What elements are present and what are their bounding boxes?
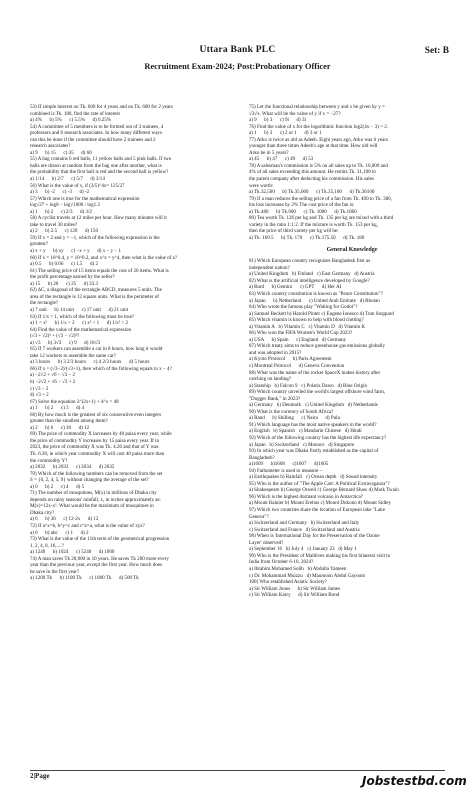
answer-options: a) 6 b) 36 c) 12-2x d) 12	[30, 516, 99, 523]
watermark-text: Jobstestbd.com	[362, 774, 467, 788]
question-line: 75) Let the functional relationship between y and x be given by y =	[249, 104, 385, 110]
question-line: (√3 + √2)³ + (√3 − √2)³?	[30, 333, 80, 340]
left-column	[30, 104, 232, 582]
watermark-logo	[362, 774, 467, 788]
question-line: 95) Who is the author of "The Apple Cart: A Political Extravaganza"?	[249, 480, 390, 487]
question-line: 1, 2, 4, 8, 16,....?	[30, 542, 64, 549]
question-line: Tk. 6.30, in which year commodity X will cost 40 paisa more than	[30, 450, 165, 457]
answer-options: c) Dr. Mohammad Muizzu d) Maumoon Abdul Gayoom	[249, 572, 366, 579]
question-line: can this be done if the committee should have 2 trainees and 2	[30, 136, 156, 143]
question-line: independent nation?	[249, 264, 290, 271]
question-line: 87) Which treaty aims to reduce greenhouse gas emissions globally	[249, 343, 385, 350]
answer-options: a) √3 b) 3√3 c) 9 d) 18√3	[30, 339, 100, 346]
question-line: he save in the first year?	[30, 568, 80, 575]
question-line: 100) Who established Asiatic Society?	[249, 579, 327, 586]
question-line: 81) Which European country recognizes Bangladesh first as	[249, 258, 371, 265]
question-line: 80) Tea worth Tk. 126 per kg and Tk. 135 per kg are mixed with a third	[249, 215, 394, 222]
answer-options: a) Switzerland and Germany b) Switzerland and Italy	[249, 520, 360, 527]
question-line: 55) A bag contains 6 red balls, 11 yellow balls and 5 pink balls. If two	[30, 156, 172, 163]
question-line: the probability that the first ball is red and the second ball is yellow?	[30, 169, 169, 176]
right-column	[249, 104, 455, 599]
question-line: were worth:	[249, 182, 274, 189]
answer-options: d) √3 + 2	[30, 392, 49, 399]
question-line: 91) Which language has the most native speakers in the world?	[249, 421, 377, 428]
question-line: 62) ΔC, a diagonal of the rectangle ABCD, measures 5 units. The	[30, 287, 162, 294]
question-line: "Dogger Bank," in 2023?	[249, 395, 301, 402]
question-line: 79) If a man reduces the selling price of a fan from Tk. 400 to Tk. 380,	[249, 195, 392, 202]
question-line: India from October 6-10, 2024?	[249, 559, 314, 566]
question-line: the commodity Y?	[30, 457, 68, 464]
answer-options: a) USA b) Spain c) England d) Germany	[249, 336, 347, 343]
footer-divider	[30, 770, 445, 771]
answer-options: a) 9 b) 15 c) 45 d) 60	[30, 149, 92, 156]
question-line: 60) If x = 10^0.4, y = 10^0.2, and x^z = y^4, then what is the value of z?	[30, 254, 178, 261]
question-line: 56) What is the value of x, if (3/5)^4x= 125/27	[30, 182, 125, 189]
answer-options: a) Earthquakes b) Rainfall c) Ocean depth d) Sound intensity	[249, 474, 378, 481]
question-line: take to travel 30 miles?	[30, 221, 78, 228]
question-line: 98) When is 'International Day for the Preservation of the Ozone	[249, 533, 380, 540]
bank-title: Uttara Bank PLC	[199, 44, 276, 55]
question-line: 67) Solve the equation 2^(2x+1) + 4^x = 48	[30, 398, 119, 405]
question-line: Arko be in 5 years?	[249, 149, 289, 156]
question-line: catching on landing?	[249, 376, 292, 383]
answer-options: a) 2 b) 6 c) 10 d) 12	[30, 424, 90, 431]
question-line: and was adopted in 2015?	[249, 349, 302, 356]
question-line: 84) Who wrote the famous play "Waiting for Godot"?	[249, 304, 358, 311]
question-line: greater than the smallest among them?	[30, 418, 108, 425]
question-line: 85) Which vitamin is known to help with blood clotting?	[249, 317, 364, 324]
answer-options: a) Shakespeare b) George Orwell c) George Bernard Shaw d) Mark Twain	[249, 487, 399, 494]
question-line: Bangladesh?	[249, 454, 275, 461]
answer-options: a) Samuel Beckett b) Harold Pinter c) Eugene Ionesco d) Tom Stoppard	[249, 310, 394, 317]
question-line: take 12 workers to assemble the same car?	[30, 352, 116, 359]
question-line: 2023, the price of commodity X was Tk. 4.20 and that of Y was	[30, 444, 159, 451]
answer-options: a) Rand b) Shilling c) Naira d) Pula	[249, 415, 340, 422]
answer-options: a) Vitamin A b) Vitamin C c) Vitamin D d) Vitamin K	[249, 323, 366, 330]
question-line: 68) By how much is the greatest of six consecutive even integers	[30, 411, 162, 418]
answer-options: a) September 16 b) July 4 c) January 23 d) May 1	[249, 546, 357, 553]
answer-options: a) Ibrahim Mohamed Solih b) Abdulla Yameen	[249, 565, 347, 572]
answer-options: a) 1 < x² b) 1/x > 2 c) x² < 1 d) 1/x² > 2	[30, 320, 129, 327]
question-line: 64) Find the value of the mathematical expression	[30, 326, 132, 333]
question-line: Layer' observed?	[249, 539, 284, 546]
question-line: 92) Which of the following country has the highest life expectancy?	[249, 435, 387, 442]
answer-options: a) Germany b) Denmark c) United Kingdom d) Netherlands	[249, 402, 378, 409]
question-line: 66) If x = (√3−2)/(√3+1), then which of the following equals to x − 4?	[30, 365, 172, 372]
question-line: 74) A man saves Tk 20,000 in 10 years. He saves Tk 200 more every	[30, 555, 169, 562]
question-line: 59) If x = 2 and y = −1, which of the following expression is the	[30, 234, 160, 241]
answer-options: a) 0.5 b) 0.66 c) 1.5 d) 2	[30, 261, 98, 268]
question-line: younger than three times Adeeb's age at that time. How old will	[249, 143, 378, 150]
answer-options: c) Montreal Protocol d) Geneva Convention	[249, 363, 345, 369]
question-line: 73) What is the value of the 11th term of the geometrical progression	[30, 536, 170, 543]
answer-options: a) 2 b) 2.5 c) 120 d) 150	[30, 228, 98, 235]
question-line: 83) Which country constitution is known as "Peace Constitution"?	[249, 290, 383, 297]
answer-options: a) Sir William Jones b) Sir William James	[249, 585, 341, 592]
answer-options: a) 7 unit b) 14 unit c) 17 unit d) 21 unit	[30, 306, 129, 313]
question-line: the parent company after deducting his commission. His sales	[249, 176, 374, 183]
question-line: 4% of all sales exceeding this amount. He remits Tk. 31,100 to	[249, 169, 376, 176]
question-line: 89) Which country unveiled the world's largest offshore wind farm,	[249, 389, 386, 396]
answer-options: a) 1240 b) 1024 c) 5240 d) 1000	[30, 549, 115, 556]
question-line: 94) Fathometer is used to measure –	[249, 467, 323, 474]
question-line: 71) The number of mosquitoes, M(x) in millions of Dhaka city	[30, 490, 157, 497]
answer-options: a) 1 b) 3 c) 2 or 1 d) 3 or 1	[249, 130, 322, 137]
answer-options: a) 1 b) 2 c) 3 d) 4	[30, 405, 85, 412]
answer-options: a) English b) Spanish c) Mandarin Chinese d) Hindi	[249, 428, 362, 435]
question-line: 53) If simple interest on Tk. 600 for 4 years and on Tk. 600 for 2 years	[30, 104, 173, 110]
answer-options: a) x + y b) xy c) −x + y d) x − y − 1	[30, 248, 122, 255]
question-line: the price of commodity Y increases by 15 paisa every year. If in	[30, 437, 159, 444]
question-line: 77) Arko is twice as old as Adeeb. Eight years ago, Arko was 6 years	[249, 136, 389, 143]
answer-options: a) 15 b) 20 c) 25 d) 33.3	[30, 280, 98, 287]
question-line: 70) Which of the following numbers can be removed from the set	[30, 470, 163, 477]
question-line: log√27 + log8 − log√1000 / log1.2	[30, 202, 100, 209]
question-line: 96) Which is the highest dormant volcano in Antarctica?	[249, 493, 363, 500]
question-line: 90) What is the currency of South Africa?	[249, 408, 334, 415]
question-line: the profit percentage earned by the seller?	[30, 274, 115, 281]
answer-options: a) Tk.32,500 b) Tk.35,000 c) Tk.35,100 d) Tk.36100	[249, 189, 375, 196]
answer-options: a) 4% b) 5% c) 5.5% d) 6.25%	[30, 117, 112, 124]
answer-options: a) 1 b) 2 c) 2/3 d) 3/2	[30, 208, 92, 215]
exam-header	[0, 44, 475, 71]
answer-options: a) 9 b) 3 c) 9i d) 3i	[249, 117, 306, 124]
question-line: variety in the ratio 1:1:2. If the mixture is worth Tk. 153 per kg,	[249, 221, 378, 228]
question-line: M(x)=12x-x². What would be the maximum of mosquitoes in	[30, 503, 154, 510]
answer-options: a) Kyoto Protocol b) Paris Agreement	[249, 356, 332, 363]
answer-options: a)1609 b)1608 c)1607 d)1605	[249, 461, 329, 468]
question-line: 86) Who won the FIFA Women's World Cup 2023?	[249, 330, 353, 337]
question-line: 65) If 7 workers can assemble a car in 8 hours, how long it would	[30, 346, 163, 353]
answer-options: a) 3 b) -2 c) -3 d) -2	[30, 189, 90, 196]
answer-options: a) −2√2 + √6 − √3 − 2	[30, 372, 76, 379]
answer-options: a) Japan b) Switzerland c) Monaco d) Singapore	[249, 441, 355, 448]
question-line: 88) What was the name of the rocket SpaceX makes history after	[249, 369, 381, 376]
question-line: 82) What is the artificial intelligence developed by Google?	[249, 277, 370, 284]
section-title: General Knowledge	[326, 247, 378, 254]
answer-options: a) Tk.480 b) Tk.600 c) Tk. 1000 d) Tk.1060	[249, 208, 357, 215]
question-line: area of the rectangle is 12 square units. What is the perimeter of	[30, 293, 159, 300]
question-line: S = {0, 2, 4, 5, 9} without changing the average of the set?	[30, 477, 149, 484]
answer-options: a) 45 b) 47 c) 49 d) 53	[249, 156, 314, 163]
question-line: depends on rainy seasons' rainfall, x, in inches approximately as:	[30, 496, 161, 503]
question-line: 54) A committee of 5 members is to be formed out of 3 trainees, 4	[30, 123, 164, 130]
math-questions-continued	[249, 104, 455, 241]
question-line: 72) If a^x=b, b^y=c and c^z=a, what is the value of xyz?	[30, 523, 145, 529]
question-line: combined is Tk. 180, find the rate of interest	[30, 110, 120, 117]
answer-options: a) 1200 Tk b) 1100 Tk c) 1000 Tk d) 500 Tk	[30, 575, 139, 582]
question-line: 58) A cyclist travels at 12 miles per hour. How many minutes will it	[30, 215, 167, 222]
general-knowledge-questions	[249, 258, 455, 598]
answer-options: a) 2032 b) 2033 c) 2034 d) 2035	[30, 464, 115, 471]
question-line: 97) Which two countries share the location of European lake "Lake	[249, 507, 385, 514]
answer-options: a) Japan b) Netherland c) United Arab Emirate d) Bhutan	[249, 297, 380, 304]
answer-options: c) √3 − 2	[30, 385, 49, 392]
answer-options: b) −2√2 + √6 − √3 + 2	[30, 378, 76, 385]
question-line: 69) The price of commodity X increases by 40 paisa every year, while	[30, 431, 172, 438]
question-line: 61) The selling price of 15 items equals the cost of 20 items. What is	[30, 267, 169, 274]
answer-options: a) 3 hours b) 3 2/3 hours c) 4 2/3 hours d) 5 hours	[30, 359, 150, 366]
question-line: √3√x. What will be the value of y if x = −27?	[249, 110, 341, 117]
question-line: 76) Find the value of x for the logarithmic function log2(4x − 3) = 2.	[249, 123, 388, 130]
answer-options: c) Switzerland and France d) Switzerland and Austria	[249, 526, 360, 533]
question-line: 63) If 1/x > 1, which of the following must be true?	[30, 313, 135, 320]
exam-subtitle: Recruitment Exam-2024; Post:Probationary Officer	[144, 62, 331, 71]
question-line: 99) Who is the President of Maldives making his first bilateral visit to	[249, 552, 391, 559]
question-line: his loss increases by 2% The cost price of the fan is:	[249, 202, 355, 209]
answer-options: a) Mount Rainier b) Mount Erebus c) Mount Dukono d) Mount Sidley	[249, 500, 391, 507]
answer-options: a) 0 b) abc c) 1 d) 2	[30, 529, 89, 536]
answer-options: c) Sir William Karry d) Sir William Bond	[249, 592, 340, 599]
question-line: professors and 6 research associates. In how many different ways	[30, 130, 162, 137]
question-line: Geneva"?	[249, 513, 269, 520]
question-line: 78) A salesman's commission is 5% on all sales up to Tk. 10,000 and	[249, 162, 388, 169]
question-line: then the price of third variety per kg will be:	[249, 228, 339, 235]
answer-options: a) United Kingdom b) Finland c) East Germany d) Austria	[249, 271, 375, 278]
answer-options: a) 1/14 b) 2/7 c) 5/7 d) 3/14	[30, 176, 105, 183]
answer-options: a) Bard b) Gemini c) GPT d) Her AI	[249, 284, 342, 291]
question-line: the rectangle?	[30, 300, 59, 307]
question-line: 93) In which year was Dhaka firstly established as the capital of	[249, 448, 379, 455]
question-line: Dhaka city?	[30, 509, 55, 516]
set-label: Set: B	[424, 46, 449, 56]
page-number: 2|Page	[30, 772, 50, 780]
answer-options: a) Tk. 169.5 b) Tk. 170 c) Tk.175.50 d) Tk. 180	[249, 234, 365, 241]
question-line: greatest?	[30, 241, 48, 248]
question-line: year than the previous year, except the first year. How much does	[30, 562, 162, 569]
answer-options: a) 0 b) 2 c) 4 d) 5	[30, 483, 85, 490]
question-line: research associates?	[30, 143, 71, 150]
answer-options: a) Starship b) Falcon 9 c) Polaris Dawn d) Blue Origin	[249, 382, 368, 389]
question-line: 57) Which one is true for the mathematical expression	[30, 195, 140, 202]
question-line: balls are drawn at random from the bag one after another, what is	[30, 162, 162, 169]
